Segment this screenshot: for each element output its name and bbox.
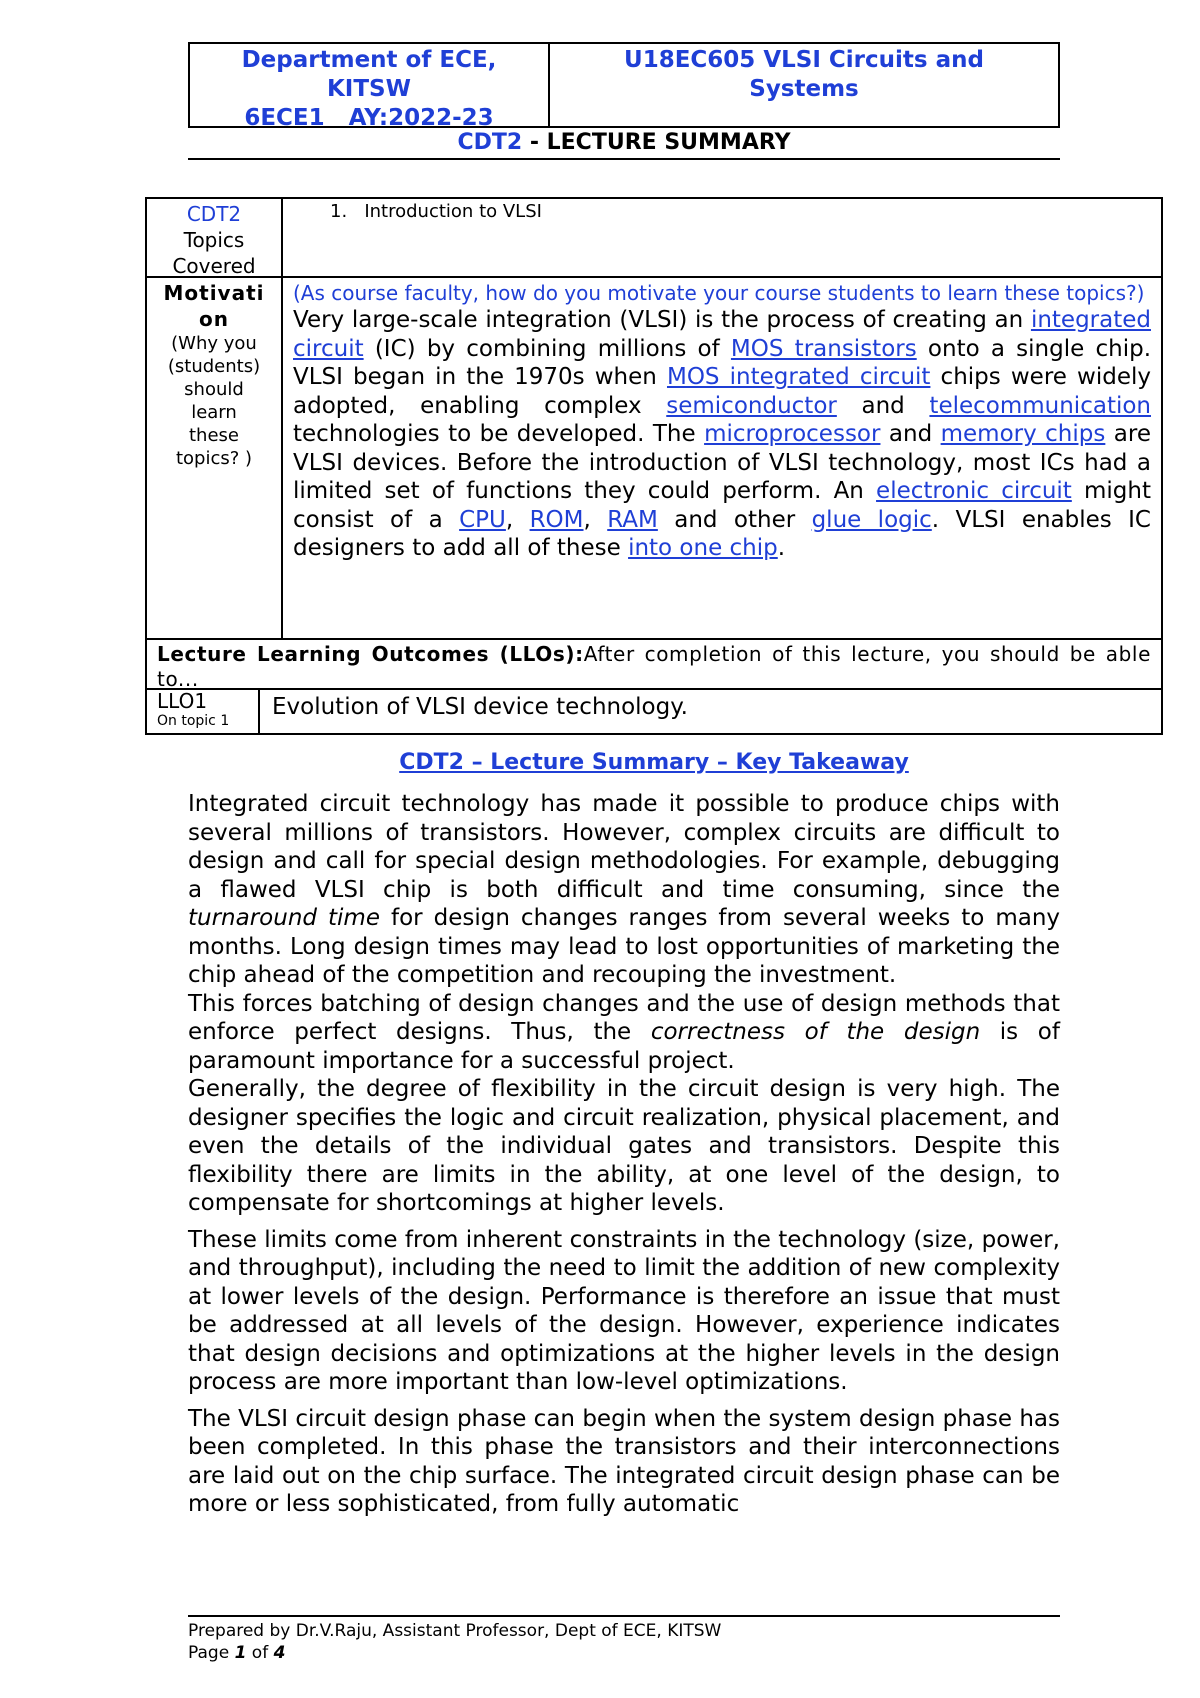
- mot-text-5: and: [836, 392, 930, 419]
- mot-text-13: . VLSI enables IC designers to add all of these: [293, 506, 1151, 561]
- link-memory-chips[interactable]: memory chips: [940, 421, 1106, 447]
- topics-label-code: CDT2: [186, 202, 242, 226]
- takeaway-para-1: [188, 790, 1060, 990]
- topics-row: [147, 199, 1161, 278]
- p2-text-a: This forces batching of design changes and the use of design methods that enforce perfect designs. Thus, the: [188, 990, 1060, 1045]
- motivation-text: [293, 306, 1151, 563]
- header-course-line2: Systems: [749, 76, 859, 102]
- motivation-content: [283, 278, 1161, 638]
- mot-text-10: ,: [505, 506, 530, 533]
- motivation-label: [147, 278, 283, 638]
- llo1-label: [147, 690, 260, 733]
- title-code: CDT2: [457, 130, 523, 155]
- takeaway-para-5: The VLSI circuit design phase can begin when the system design phase has been completed. In this phase the transistors and their interconnections are laid out on the chip surface. The integrated circuit design phase can be more or less sophisticated, from fully automatic: [188, 1405, 1060, 1517]
- mot-text-9: might consist of a: [293, 478, 1151, 533]
- title-rest: - LECTURE SUMMARY: [522, 130, 791, 155]
- motivation-row: [147, 278, 1161, 640]
- llo-header-row: [147, 640, 1161, 690]
- link-electronic-circuit[interactable]: electronic circuit: [876, 478, 1072, 504]
- page-total: 4: [273, 1643, 286, 1663]
- footer-page-number: [188, 1642, 1060, 1664]
- header-box: [188, 42, 1060, 131]
- link-cpu[interactable]: CPU: [459, 506, 506, 533]
- motivation-prompt: (As course faculty, how do you motivate your course students to learn these topics?): [293, 281, 1145, 305]
- motivation-title-1: Motivati: [163, 281, 265, 305]
- mot-text-1: Very large-scale integration (VLSI) is the process of creating an: [293, 307, 1031, 333]
- link-glue-logic[interactable]: glue logic: [811, 506, 932, 533]
- motivation-sub-0: (Why you: [171, 333, 257, 354]
- p2-text-b: is of paramount importance for a successful project.: [188, 1019, 1060, 1074]
- header-dept-line2: KITSW: [326, 76, 411, 102]
- page-prefix: Page: [188, 1643, 235, 1663]
- mot-text-8: are VLSI devices. Before the introduction of VLSI technology, most ICs had a limited set of functions they could perform. An: [293, 421, 1151, 504]
- footer-prepared-by: Prepared by Dr.V.Raju, Assistant Professor, Dept of ECE, KITSW: [188, 1621, 722, 1641]
- motivation-title-2: on: [199, 307, 229, 331]
- header-course-line1: U18EC605 VLSI Circuits and: [624, 47, 984, 73]
- document-title: [188, 128, 1060, 160]
- link-ram[interactable]: RAM: [607, 506, 658, 533]
- mot-text-12: and other: [657, 506, 812, 533]
- mot-text-11: ,: [583, 506, 608, 533]
- page-footer: [188, 1615, 1060, 1664]
- page-num: 1: [234, 1643, 247, 1663]
- takeaway-body: [188, 790, 1060, 1519]
- llo1-row: [147, 690, 1161, 733]
- topics-label-1: Topics: [183, 228, 245, 252]
- llo1-id: LLO1: [157, 689, 208, 713]
- link-into-one-chip[interactable]: into one chip: [628, 535, 778, 561]
- topic-item: 1. Introduction to VLSI: [330, 201, 542, 222]
- llo1-text: Evolution of VLSI device technology.: [272, 694, 688, 720]
- p2-italic: correctness of the design: [650, 1019, 981, 1045]
- takeaway-heading: CDT2 – Lecture Summary – Key Takeaway: [399, 750, 909, 775]
- link-rom[interactable]: ROM: [529, 506, 584, 533]
- p1-text-a: Integrated circuit technology has made it possible to produce chips with several millions of transistors. However, complex circuits are difficult to design and call for special design methodologies. For example, debugging a flawed VLSI chip is both difficult and time consuming, since the: [188, 791, 1060, 903]
- motivation-sub-1: (students): [167, 356, 261, 377]
- link-integrated-circuit[interactable]: integrated circuit: [293, 307, 1151, 362]
- takeaway-para-4: These limits come from inherent constraints in the technology (size, power, and throughput), including the need to limit the addition of new complexity at lower levels of the design. Performance is therefore an issue that must be addressed at all levels of the design. However, experience indicates that design decisions and optimizations at the higher levels in the design process are more important than low-level optimizations.: [188, 1226, 1060, 1395]
- motivation-sub-5: topics? ): [175, 448, 253, 469]
- mot-text-6: technologies to be developed. The: [293, 421, 705, 447]
- mot-text-4: chips were widely adopted, enabling complex: [293, 364, 1151, 419]
- mot-text-2: (IC) by combining millions of: [363, 335, 731, 362]
- takeaway-para-2: [188, 990, 1060, 1076]
- llo1-sub: On topic 1: [157, 713, 230, 729]
- motivation-sub-3: learn: [191, 402, 237, 423]
- summary-table: [145, 197, 1163, 735]
- topics-label: [147, 199, 283, 276]
- header-course: [550, 44, 1058, 126]
- motivation-sub-4: these: [189, 425, 239, 446]
- mot-text-14: .: [777, 535, 786, 561]
- link-microprocessor[interactable]: microprocessor: [704, 421, 881, 447]
- motivation-sub-2: should: [184, 379, 244, 400]
- header-dept-line1: Department of ECE,: [241, 47, 497, 73]
- link-mos-integrated-circuit[interactable]: MOS integrated circuit: [666, 364, 931, 390]
- page-of: of: [246, 1643, 274, 1663]
- p1-text-b: for design changes ranges from several weeks to many months. Long design times may lead to lost opportunities of marketing the chip ahead of the competition and recouping the investment.: [188, 905, 1061, 988]
- topics-label-2: Covered: [172, 254, 256, 278]
- llo-heading: Lecture Learning Outcomes (LLOs):: [157, 642, 584, 666]
- llo-heading-rest: After completion of this lecture, you should be able to...: [157, 642, 1151, 691]
- link-semiconductor[interactable]: semiconductor: [666, 392, 837, 419]
- p1-italic: turnaround time: [188, 905, 380, 931]
- mot-text-3: onto a single chip. VLSI began in the 1970s when: [293, 335, 1152, 390]
- link-mos-transistors[interactable]: MOS transistors: [730, 335, 917, 362]
- mot-text-7: and: [880, 421, 941, 447]
- link-telecommunication[interactable]: telecommunication: [929, 392, 1151, 419]
- takeaway-para-3: Generally, the degree of flexibility in the circuit design is very high. The designer specifies the logic and circuit realization, physical placement, and even the details of the individual gates and transistors. Despite this flexibility there are limits in the ability, at one level of the design, to compensate for shortcomings at higher levels.: [188, 1076, 1060, 1216]
- header-department: [190, 44, 550, 131]
- topics-list: [283, 199, 1161, 276]
- header-dept-line3: 6ECE1 AY:2022-23: [244, 105, 494, 131]
